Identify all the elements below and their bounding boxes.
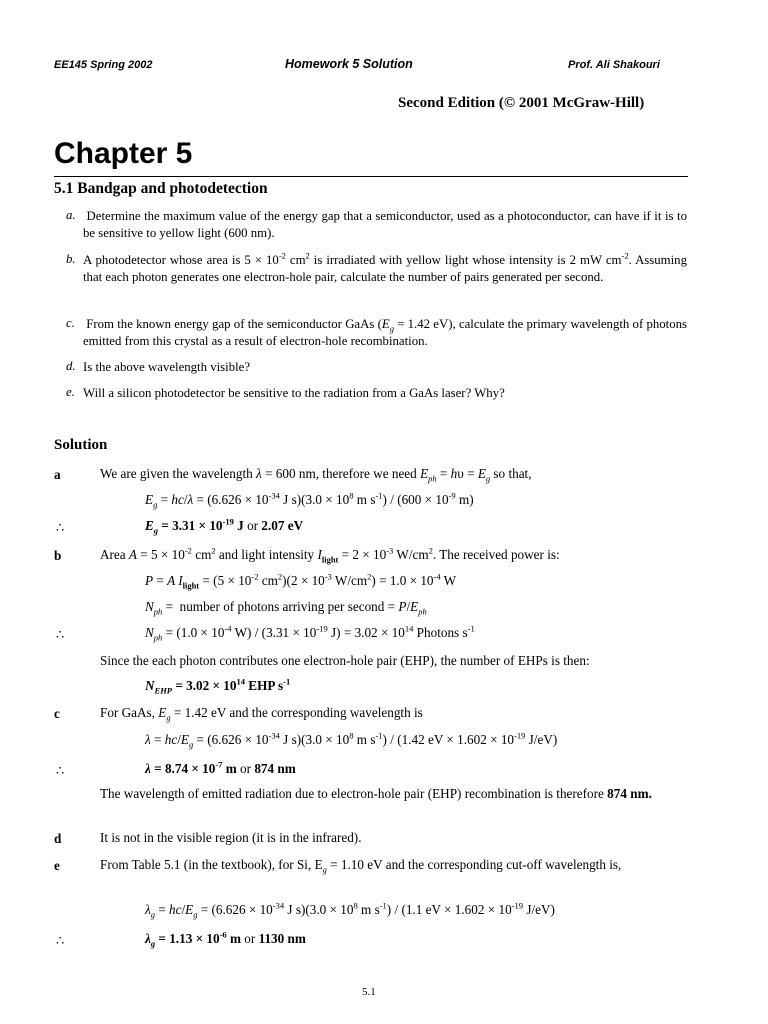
question-b-text: A photodetector whose area is $5 \times 10^{-2}$ $cm^2$ is irradiated with yellow light whose intensity is 2 mW $cm^{-2}$. Assuming that each photon generates one electron-hole pair, calculate the number of pairs generated per second.	[83, 250, 687, 284]
question-d-text: Is the above wavelength visible?	[83, 360, 251, 374]
solution-c-result: $\lambda = 8.74 \times 10^{-7}$ m or 874 nm	[145, 759, 296, 776]
solution-e-intro: From Table 5.1 (in the textbook), for Si, $E_g = 1.10$ eV and the corresponding cut-off wavelength is,	[100, 857, 622, 875]
solution-e-label: e	[54, 858, 60, 873]
question-e-label: e.	[66, 385, 75, 399]
question-c-text: From the known energy gap of the semiconductor GaAs ($E_g = 1.42$ eV), calculate the primary wavelength of photons emitted from this crystal as a result of electron-hole recombination.	[83, 317, 687, 348]
therefore-symbol: ∴	[56, 520, 65, 535]
title-divider	[54, 176, 688, 177]
solution-heading: Solution	[54, 437, 108, 453]
solution-a-intro: We are given the wavelength λ = 600 nm, therefore we need $E_{ph} = h\upsilon = E_g$ so that,	[100, 466, 532, 484]
question-a-text: Determine the maximum value of the energy gap that a semiconductor, used as a photoconductor, can have if it is to be sensitive to yellow light (600 nm).	[83, 209, 687, 240]
solution-c-label: c	[54, 706, 60, 721]
solution-b-nph-def: $N_{ph}$ = number of photons arriving per second = $P/E_{ph}$	[145, 599, 427, 617]
homework-title: Homework 5 Solution	[285, 57, 413, 71]
professor-name: Prof. Ali Shakouri	[568, 59, 660, 71]
solution-d-label: d	[54, 831, 62, 846]
solution-e-equation: $\lambda_g = hc/E_g = (6.626 \times 10^{-34}$ J $s)(3.0 \times 10^8$ m $s^{-1}) / (1.1$ eV × $1.602 \times 10^{-19}$ J/eV)	[145, 900, 555, 920]
solution-a-result: $E_g = 3.31 \times 10^{-19}$ J or 2.07 eV	[145, 516, 304, 536]
question-e-text: Will a silicon photodetector be sensitive to the radiation from a GaAs laser? Why?	[83, 386, 505, 400]
page-number: 5.1	[362, 986, 376, 998]
edition-label: Second Edition (© 2001 McGraw-Hill)	[398, 95, 645, 111]
question-d-label: d.	[66, 359, 76, 373]
solution-c-conclusion: The wavelength of emitted radiation due to electron-hole pair (EHP) recombination is therefore 874 nm.	[100, 786, 652, 801]
solution-c-equation: $\lambda = hc/E_g = (6.626 \times 10^{-34}$ J $s)(3.0 \times 10^8$ m $s^{-1}) / (1.42$ eV × $1.602 \times 10^{-19}$ J/eV)	[145, 730, 558, 750]
solution-b-power: P = A $I_{light} = (5 \times 10^{-2}$ $cm^2)(2 \times 10^{-3}$ $W/cm^2) = 1.0 \times 10^{-4}$ W	[145, 571, 457, 591]
question-a-label: a.	[66, 208, 76, 222]
solution-b-nph-value: $N_{ph} = (1.0 \times 10^{-4}$ $W) / (3.31 \times 10^{-19}$ $J) = 3.02 \times 10^{14}$ Photons $s^{-1}$	[145, 623, 475, 643]
question-b-label: b.	[66, 252, 76, 266]
solution-e-result: $\lambda_g = 1.13 \times 10^{-6}$ m or 1130 nm	[145, 929, 306, 949]
solution-b-label: b	[54, 548, 62, 563]
solution-b-intro: Area $A = 5 \times 10^{-2}$ $cm^2$ and light intensity $I_{light} = 2 \times 10^{-3}$ $W/cm^2$. The received power is:	[100, 545, 560, 565]
solution-b-result: $N_{EHP} = 3.02 \times 10^{14}$ EHP $s^{-1}$	[145, 676, 291, 696]
solution-b-ehp-text: Since the each photon contributes one electron-hole pair (EHP), the number of EHPs is then:	[100, 653, 590, 668]
therefore-symbol: ∴	[56, 627, 65, 642]
solution-a-label: a	[54, 467, 61, 482]
section-heading: 5.1 Bandgap and photodetection	[54, 180, 268, 197]
solution-a-equation: $E_g = hc/\lambda = (6.626 \times 10^{-34}$ J $s)(3.0 \times 10^8$ m $s^{-1}) / (600 \times 10^{-9}$ m)	[145, 490, 474, 510]
therefore-symbol: ∴	[56, 763, 65, 778]
therefore-symbol: ∴	[56, 933, 65, 948]
solution-d-text: It is not in the visible region (it is in the infrared).	[100, 830, 362, 845]
question-c-label: c.	[66, 316, 75, 330]
course-label: EE145 Spring 2002	[54, 59, 153, 71]
solution-c-intro: For GaAs, $E_g = 1.42$ eV and the corresponding wavelength is	[100, 705, 423, 723]
chapter-title: Chapter 5	[54, 137, 193, 170]
